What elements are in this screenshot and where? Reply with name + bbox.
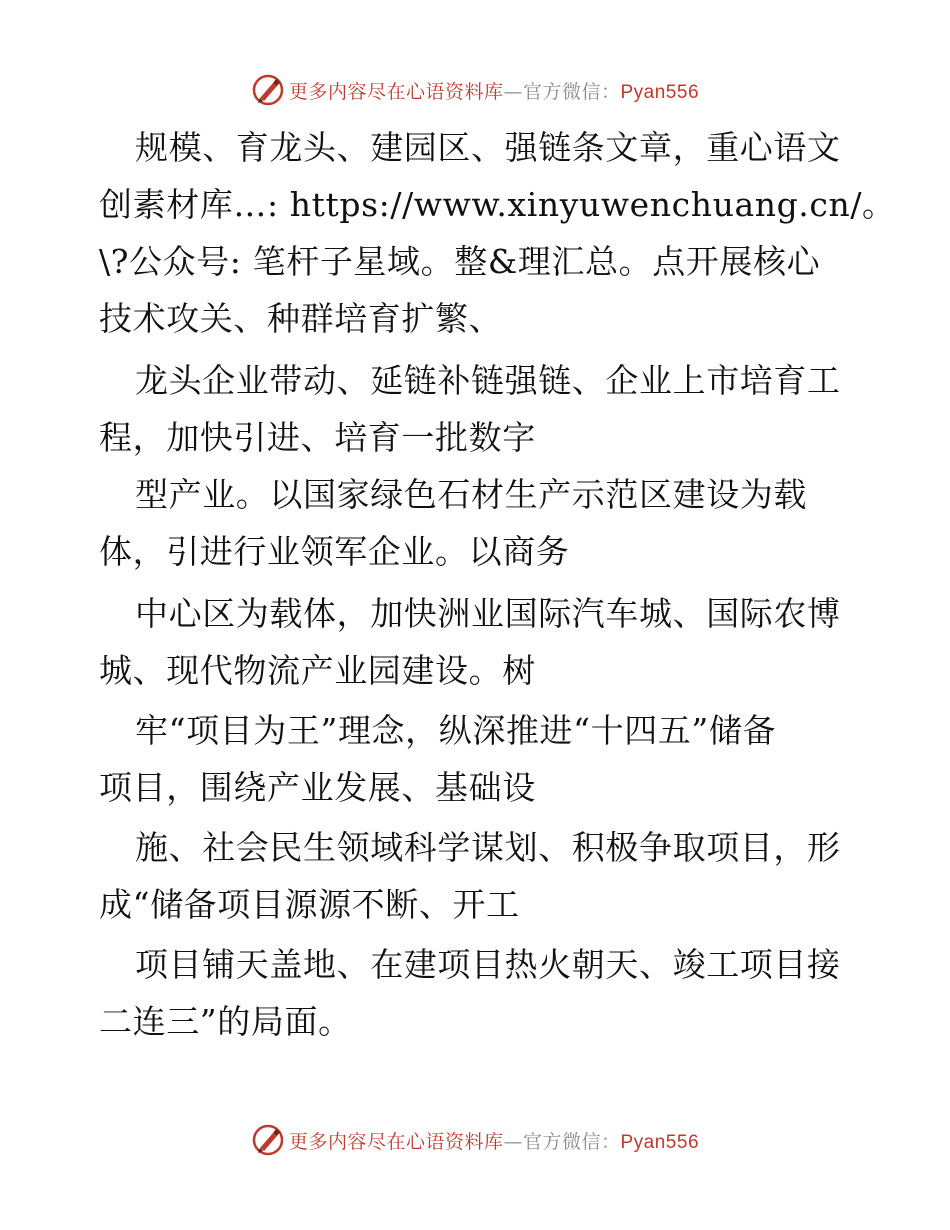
text-line: 成“储备项目源源不断、开工	[99, 885, 520, 924]
text-line: 施、社会民生领域科学谋划、积极争取项目，形	[135, 828, 841, 867]
text-line: 体，引进行业领军企业。以商务	[99, 532, 570, 571]
text-line: 技术攻关、种群培育扩繁、	[99, 299, 503, 338]
header-banner	[0, 70, 950, 110]
banner-dash: —	[503, 80, 523, 103]
text-line: 牢“项目为王”理念，纵深推进“十四五”储备	[135, 711, 777, 750]
text-line: 型产业。以国家绿色石材生产示范区建设为载	[135, 475, 807, 514]
text-line: 创素材库…: https://www.xinyuwenchuang.cn/。	[99, 185, 896, 224]
footer-banner	[0, 1120, 950, 1160]
text-line: 中心区为载体，加快洲业国际汽车城、国际农博	[135, 594, 841, 633]
banner-main: 更多内容尽在心语资料库	[288, 80, 504, 103]
banner-wechat-id: Pyan556	[620, 81, 700, 103]
text-line: 二连三”的局面。	[99, 1002, 352, 1041]
text-line: 程，加快引进、培育一批数字	[99, 418, 536, 457]
banner-text	[289, 1127, 699, 1154]
banner-sub: 官方微信：	[522, 80, 621, 103]
text-line: \?公众号: 笔杆子星域。整&理汇总。点开展核心	[99, 242, 821, 281]
text-line: 项目，围绕产业发展、基础设	[99, 768, 536, 807]
banner-sub: 官方微信：	[522, 1130, 621, 1153]
banner-wechat-id: Pyan556	[620, 1131, 700, 1153]
banner-dash: —	[503, 1130, 523, 1153]
text-line: 城、现代物流产业园建设。树	[99, 651, 536, 690]
text-line: 规模、育龙头、建园区、强链条文章，重心语文	[135, 128, 841, 167]
text-line: 项目铺天盖地、在建项目热火朝天、竣工项目接	[135, 945, 841, 984]
text-line: 龙头企业带动、延链补链强链、企业上市培育工	[135, 361, 841, 400]
banner-main: 更多内容尽在心语资料库	[288, 1130, 504, 1153]
pen-logo-icon	[251, 1123, 285, 1157]
pen-logo-icon	[251, 73, 285, 107]
banner-text	[289, 77, 699, 104]
